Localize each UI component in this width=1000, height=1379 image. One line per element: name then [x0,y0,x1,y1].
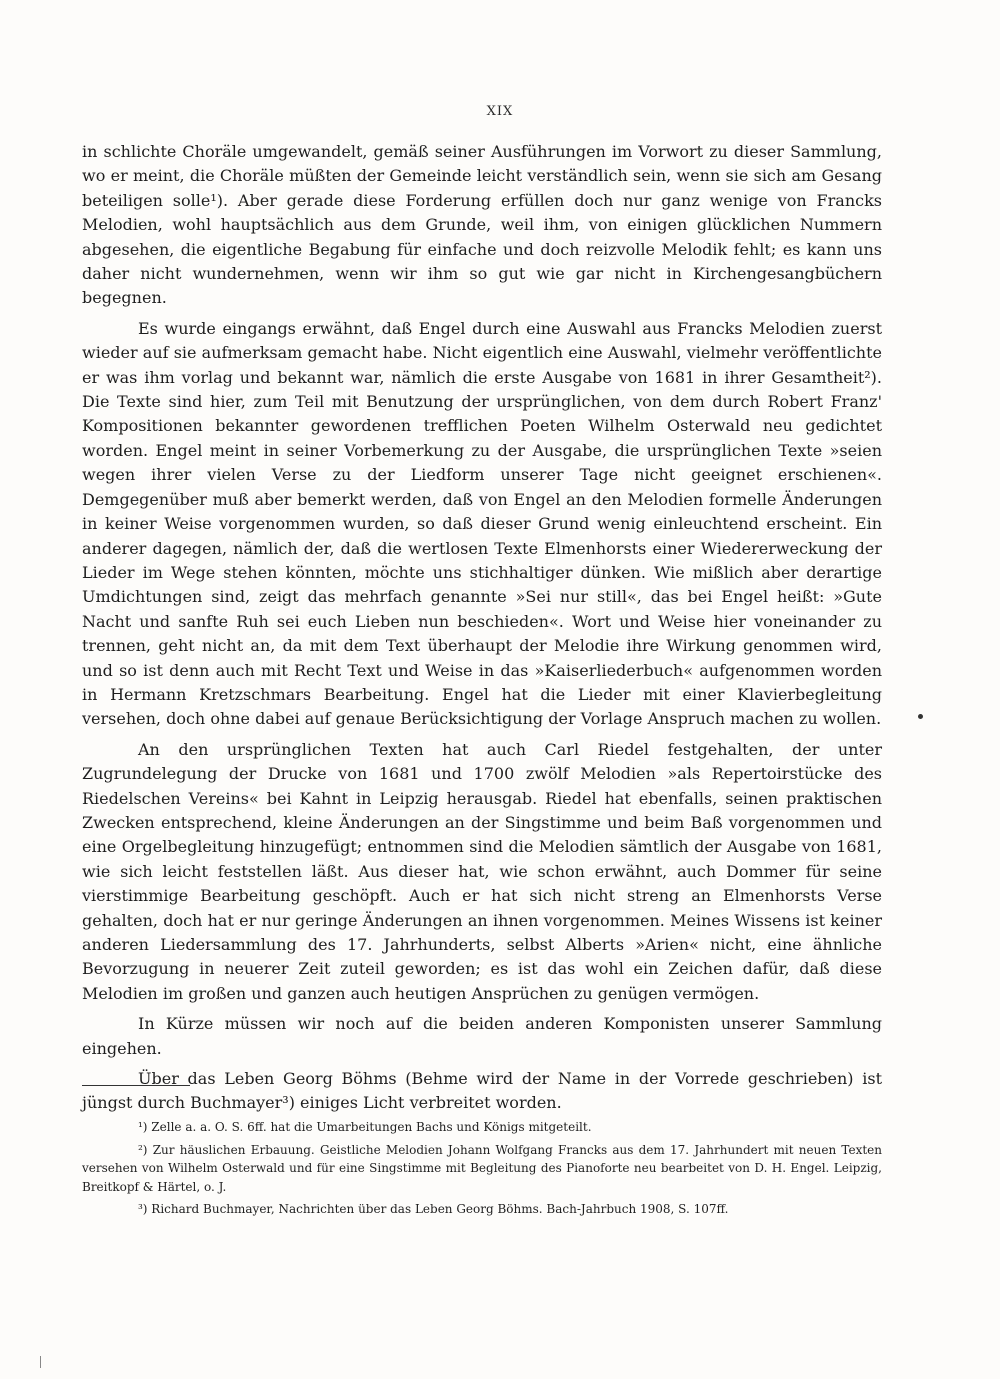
footnote: ³) Richard Buchmayer, Nachrichten über das Leben Georg Böhms. Bach-Jahrbuch 1908, S. 107ff. [138,1202,729,1216]
footnote: ²) Zur häuslichen Erbauung. Geistliche Melodien Johann Wolfgang Francks aus dem 17. Jahrhundert mit neuen Texten versehen von Wilhelm Osterwald und für eine Singstimme mit Begleitung des Pianoforte neu bearbeitet von D. H. Engel. Leipzig, Breitkopf & Härtel, o. J. [82,1142,882,1194]
footnotes [82,1118,882,1223]
page-number: XIX [486,104,514,119]
paragraph: Es wurde eingangs erwähnt, daß Engel durch eine Auswahl aus Francks Melodien zuerst wieder auf sie aufmerksam gemacht habe. Nicht eigentlich eine Auswahl, vielmehr veröffentlichte er was ihm vorlag und bekannt war, nämlich die erste Ausgabe von 1681 in ihrer Gesamtheit²). Die Texte sind hier, zum Teil mit Benutzung der ursprünglichen, von dem durch Robert Franz' Kompositionen bekannter gewordenen trefflichen Poeten Wilhelm Osterwald neu gedichtet worden. Engel meint in seiner Vorbemerkung zu der Ausgabe, die ursprünglichen Texte »seien wegen ihrer vielen Verse zu der Liedform unserer Tage nicht geeignet erschienen«. Demgegenüber muß aber bemerkt werden, daß von Engel an den Melodien formelle Änderungen in keiner Weise vorgenommen wurden, so daß dieser Grund wenig einleuchtend erscheint. Ein anderer dagegen, nämlich der, daß die wertlosen Texte Elmenhorsts einer Wiedererweckung der Lieder im Wege stehen könnten, möchte uns stichhaltiger dünken. Wie mißlich aber derartige Umdichtungen sind, zeigt das mehrfach genannte »Sei nur still«, das bei Engel heißt: »Gute Nacht und sanfte Ruh sei euch Lieben nun beschieden«. Wort und Weise hier voneinander zu trennen, geht nicht an, da mit dem Text überhaupt der Melodie ihre Wirkung genommen wird, und so ist denn auch mit Recht Text und Weise in das »Kaiserliederbuch« aufgenommen worden in Hermann Kretzschmars Bearbeitung. Engel hat die Lieder mit einer Klavierbegleitung versehen, doch ohne dabei auf genaue Berücksichtigung der Vorlage Anspruch machen zu wollen. [82,318,882,729]
paragraph: in schlichte Choräle umgewandelt, gemäß seiner Ausführungen im Vorwort zu dieser Sammlung, wo er meint, die Choräle müßten der Gemeinde leicht verständlich sein, wenn sie sich am Gesang beteiligen solle¹). Aber gerade diese Forderung erfüllen doch nur ganz wenige von Francks Melodien, wohl hauptsächlich aus dem Grunde, weil ihm, von einigen glücklichen Nummern abgesehen, die eigentliche Begabung für einfache und doch reizvolle Melodik fehlt; es kann uns daher nicht wundernehmen, wenn wir ihm so gut wie gar nicht in Kirchengesangbüchern begegnen. [82,142,882,308]
body-text [82,140,882,1122]
paragraph: Über das Leben Georg Böhms (Behme wird der Name in der Vorrede geschrieben) ist jüngst durch Buchmayer³) einiges Licht verbreitet worden. [82,1069,882,1113]
paragraph: An den ursprünglichen Texten hat auch Carl Riedel festgehalten, der unter Zugrundelegung der Drucke von 1681 und 1700 zwölf Melodien »als Repertoirstücke des Riedelschen Vereins« bei Kahnt in Leipzig herausgab. Riedel hat ebenfalls, seinen praktischen Zwecken entsprechend, kleine Änderungen an der Singstimme und beim Baß vorgenommen und eine Orgelbegleitung hinzugefügt; entnommen sind die Melodien sämtlich der Ausgabe von 1681, wie sich leicht feststellen läßt. Aus dieser hat, wie schon erwähnt, auch Dommer für seine vierstimmige Bearbeitung geschöpft. Auch er hat sich nicht streng an Elmenhorsts Verse gehalten, doch hat er nur geringe Änderungen an ihnen vorgenommen. Meines Wissens ist keiner anderen Liedersammlung des 17. Jahrhunderts, selbst Alberts »Arien« nicht, eine ähnliche Bevorzugung in neuerer Zeit zuteil geworden; es ist das wohl ein Zeichen dafür, daß diese Melodien im großen und ganzen auch heutigen Ansprüchen zu genügen vermögen. [82,739,882,1003]
footnote: ¹) Zelle a. a. O. S. 6ff. hat die Umarbeitungen Bachs und Königs mitgeteilt. [138,1120,592,1134]
paragraph: In Kürze müssen wir noch auf die beiden anderen Komponisten unserer Sammlung eingehen. [82,1014,882,1058]
scan-mark [40,1356,41,1368]
footnote-rule [82,1085,190,1086]
margin-dot [918,714,923,719]
